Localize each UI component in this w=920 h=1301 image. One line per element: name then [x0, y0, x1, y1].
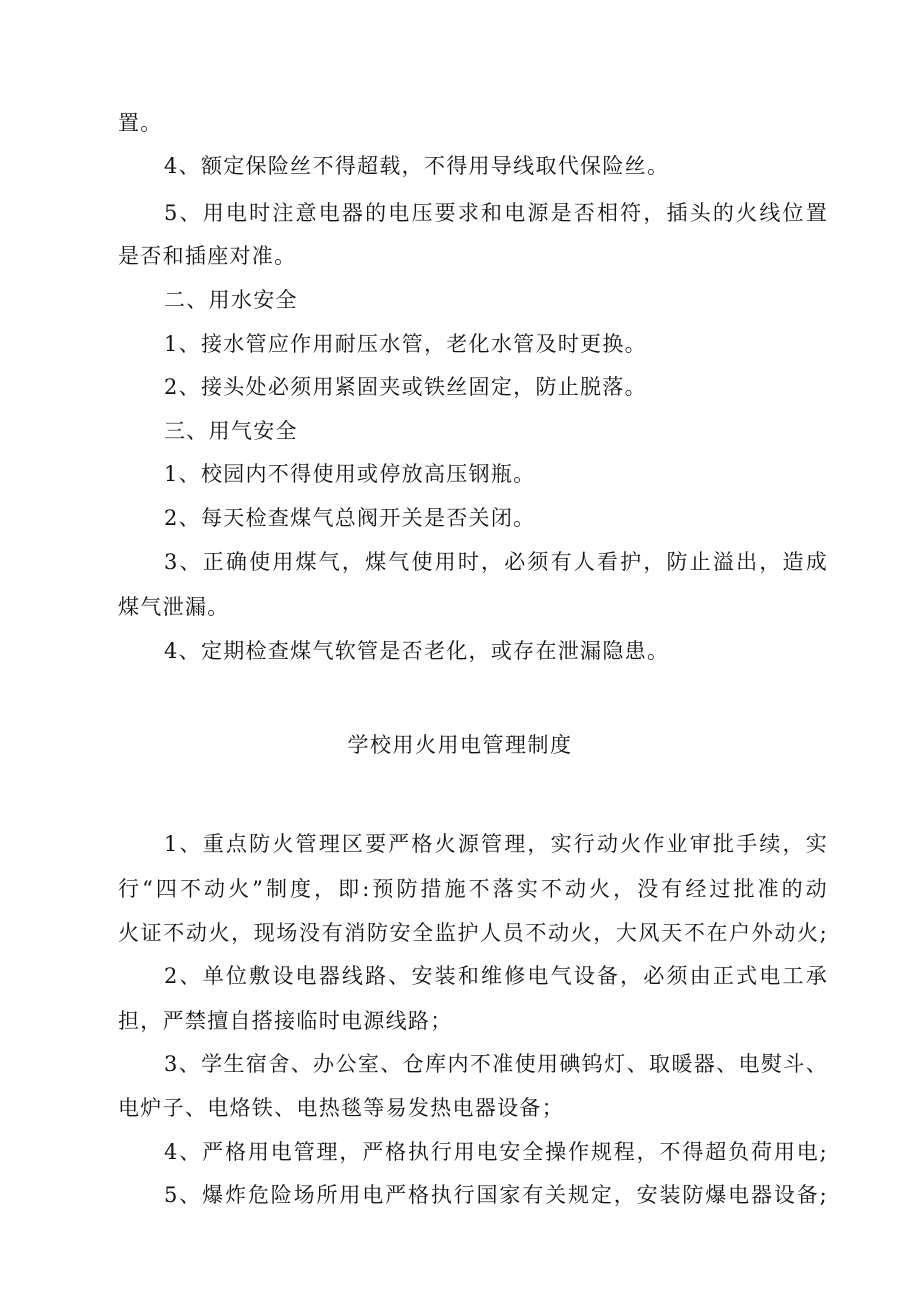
- paragraph-line: 4、定期检查煤气软管是否老化，或存在泄漏隐患。: [164, 639, 670, 663]
- paragraph-line: 置。: [118, 111, 163, 135]
- paragraph-line: 4、严格用电管理，严格执行用电安全操作规程，不得超负荷用电;: [164, 1140, 828, 1164]
- paragraph-line: 4、额定保险丝不得超载，不得用导线取代保险丝。: [164, 154, 670, 178]
- paragraph-line: 5、爆炸危险场所用电严格执行国家有关规定，安装防爆电器设备;: [164, 1183, 828, 1207]
- paragraph-line: 2、单位敷设电器线路、安装和维修电气设备，必须由正式电工承: [164, 964, 828, 988]
- paragraph-line: 5、用电时注意电器的电压要求和电源是否相符，插头的火线位置: [164, 201, 828, 225]
- paragraph-line: 煤气泄漏。: [118, 595, 230, 619]
- section-heading: 三、用气安全: [164, 419, 298, 443]
- paragraph-line: 2、每天检查煤气总阀开关是否关闭。: [164, 506, 536, 530]
- paragraph-line: 担，严禁擅自搭接临时电源线路；: [118, 1009, 453, 1033]
- paragraph-line: 是否和插座对准。: [118, 244, 297, 268]
- paragraph-line: 火证不动火，现场没有消防安全监护人员不动火，大风天不在户外动火;: [118, 921, 828, 945]
- paragraph-line: 2、接头处必须用紧固夹或铁丝固定，防止脱落。: [164, 375, 647, 399]
- paragraph-line: 3、正确使用煤气，煤气使用时，必须有人看护，防止溢出，造成: [164, 550, 828, 574]
- paragraph-line: 3、学生宿舍、办公室、仓库内不准使用碘钨灯、取暖器、电熨斗、: [164, 1052, 828, 1076]
- paragraph-line: 电炉子、电烙铁、电热毯等易发热电器设备；: [118, 1096, 564, 1120]
- section-heading: 二、用水安全: [164, 288, 298, 312]
- document-title: 学校用火用电管理制度: [347, 733, 573, 757]
- paragraph-line: 1、接水管应作用耐压水管，老化水管及时更换。: [164, 332, 647, 356]
- paragraph-line: 1、校园内不得使用或停放高压钢瓶。: [164, 462, 536, 486]
- paragraph-line: 行“四不动火”制度，即:预防措施不落实不动火，没有经过批准的动: [118, 877, 828, 901]
- paragraph-line: 1、重点防火管理区要严格火源管理，实行动火作业审批手续，实: [164, 832, 828, 856]
